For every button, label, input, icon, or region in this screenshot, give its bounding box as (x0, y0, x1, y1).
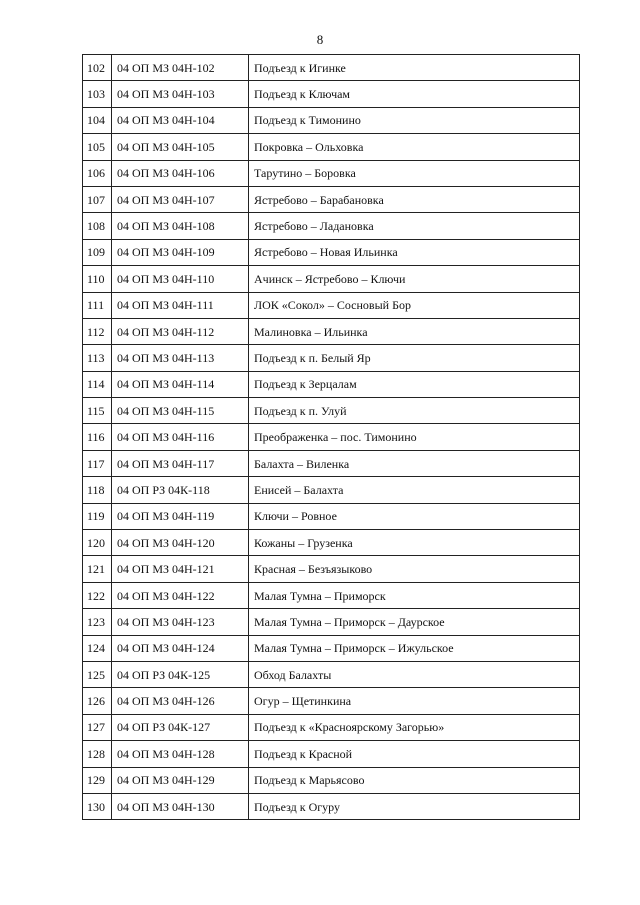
road-code-cell: 04 ОП МЗ 04Н-108 (112, 213, 249, 239)
road-code-cell: 04 ОП МЗ 04Н-103 (112, 81, 249, 107)
road-name-cell: Малая Тумна – Приморск (249, 582, 580, 608)
table-row (83, 688, 580, 714)
road-name-cell: ЛОК «Сокол» – Сосновый Бор (249, 292, 580, 318)
road-name-cell: Ястребово – Барабановка (249, 186, 580, 212)
road-name-cell: Подъезд к Огуру (249, 793, 580, 819)
road-name-cell: Ястребово – Ладановка (249, 213, 580, 239)
row-number-cell: 124 (83, 635, 112, 661)
road-code-cell: 04 ОП РЗ 04К-127 (112, 714, 249, 740)
road-name-cell: Подъезд к Игинке (249, 55, 580, 81)
road-name-cell: Малая Тумна – Приморск – Ижульское (249, 635, 580, 661)
road-name-cell: Обход Балахты (249, 661, 580, 687)
road-name-cell: Ястребово – Новая Ильинка (249, 239, 580, 265)
row-number-cell: 116 (83, 424, 112, 450)
road-name-cell: Подъезд к Ключам (249, 81, 580, 107)
table-row (83, 292, 580, 318)
table-row (83, 503, 580, 529)
row-number-cell: 122 (83, 582, 112, 608)
table-row (83, 556, 580, 582)
road-name-cell: Подъезд к «Красноярскому Загорью» (249, 714, 580, 740)
row-number-cell: 103 (83, 81, 112, 107)
road-code-cell: 04 ОП МЗ 04Н-129 (112, 767, 249, 793)
row-number-cell: 117 (83, 450, 112, 476)
row-number-cell: 128 (83, 741, 112, 767)
row-number-cell: 126 (83, 688, 112, 714)
road-code-cell: 04 ОП МЗ 04Н-106 (112, 160, 249, 186)
page-number: 8 (316, 32, 324, 47)
road-name-cell: Ключи – Ровное (249, 503, 580, 529)
road-code-cell: 04 ОП МЗ 04Н-120 (112, 530, 249, 556)
road-code-cell: 04 ОП МЗ 04Н-114 (112, 371, 249, 397)
roads-table-body (83, 55, 580, 820)
row-number-cell: 118 (83, 477, 112, 503)
road-code-cell: 04 ОП МЗ 04Н-117 (112, 450, 249, 476)
road-code-cell: 04 ОП МЗ 04Н-104 (112, 107, 249, 133)
road-code-cell: 04 ОП МЗ 04Н-111 (112, 292, 249, 318)
table-row (83, 239, 580, 265)
road-name-cell: Подъезд к п. Улуй (249, 398, 580, 424)
table-row (83, 582, 580, 608)
row-number-cell: 104 (83, 107, 112, 133)
road-code-cell: 04 ОП МЗ 04Н-126 (112, 688, 249, 714)
table-row (83, 661, 580, 687)
row-number-cell: 127 (83, 714, 112, 740)
road-name-cell: Ачинск – Ястребово – Ключи (249, 266, 580, 292)
road-code-cell: 04 ОП МЗ 04Н-109 (112, 239, 249, 265)
table-row (83, 450, 580, 476)
road-name-cell: Покровка – Ольховка (249, 134, 580, 160)
table-row (83, 714, 580, 740)
road-code-cell: 04 ОП МЗ 04Н-105 (112, 134, 249, 160)
row-number-cell: 102 (83, 55, 112, 81)
row-number-cell: 129 (83, 767, 112, 793)
road-name-cell: Подъезд к Марьясово (249, 767, 580, 793)
road-code-cell: 04 ОП МЗ 04Н-123 (112, 609, 249, 635)
table-row (83, 134, 580, 160)
road-code-cell: 04 ОП МЗ 04Н-113 (112, 345, 249, 371)
road-name-cell: Балахта – Виленка (249, 450, 580, 476)
table-row (83, 477, 580, 503)
row-number-cell: 121 (83, 556, 112, 582)
road-name-cell: Подъезд к Зерцалам (249, 371, 580, 397)
table-row (83, 530, 580, 556)
row-number-cell: 105 (83, 134, 112, 160)
road-name-cell: Енисей – Балахта (249, 477, 580, 503)
row-number-cell: 112 (83, 318, 112, 344)
road-name-cell: Огур – Щетинкина (249, 688, 580, 714)
row-number-cell: 123 (83, 609, 112, 635)
road-code-cell: 04 ОП РЗ 04К-118 (112, 477, 249, 503)
row-number-cell: 130 (83, 793, 112, 819)
row-number-cell: 107 (83, 186, 112, 212)
table-row (83, 160, 580, 186)
table-row (83, 107, 580, 133)
row-number-cell: 108 (83, 213, 112, 239)
road-code-cell: 04 ОП МЗ 04Н-119 (112, 503, 249, 529)
road-code-cell: 04 ОП МЗ 04Н-110 (112, 266, 249, 292)
road-code-cell: 04 ОП МЗ 04Н-130 (112, 793, 249, 819)
table-row (83, 424, 580, 450)
row-number-cell: 125 (83, 661, 112, 687)
row-number-cell: 111 (83, 292, 112, 318)
road-code-cell: 04 ОП МЗ 04Н-102 (112, 55, 249, 81)
table-row (83, 371, 580, 397)
road-code-cell: 04 ОП РЗ 04К-125 (112, 661, 249, 687)
road-code-cell: 04 ОП МЗ 04Н-124 (112, 635, 249, 661)
table-row (83, 266, 580, 292)
road-name-cell: Подъезд к Тимонино (249, 107, 580, 133)
road-code-cell: 04 ОП МЗ 04Н-112 (112, 318, 249, 344)
road-name-cell: Преображенка – пос. Тимонино (249, 424, 580, 450)
road-name-cell: Подъезд к Красной (249, 741, 580, 767)
table-row (83, 81, 580, 107)
table-row (83, 55, 580, 81)
roads-table (82, 54, 580, 820)
row-number-cell: 120 (83, 530, 112, 556)
table-row (83, 345, 580, 371)
road-code-cell: 04 ОП МЗ 04Н-107 (112, 186, 249, 212)
road-name-cell: Кожаны – Грузенка (249, 530, 580, 556)
road-code-cell: 04 ОП МЗ 04Н-115 (112, 398, 249, 424)
row-number-cell: 119 (83, 503, 112, 529)
row-number-cell: 114 (83, 371, 112, 397)
row-number-cell: 115 (83, 398, 112, 424)
table-row (83, 318, 580, 344)
table-row (83, 609, 580, 635)
table-row (83, 793, 580, 819)
row-number-cell: 113 (83, 345, 112, 371)
table-row (83, 213, 580, 239)
road-name-cell: Подъезд к п. Белый Яр (249, 345, 580, 371)
table-row (83, 398, 580, 424)
table-row (83, 767, 580, 793)
road-code-cell: 04 ОП МЗ 04Н-121 (112, 556, 249, 582)
table-row (83, 741, 580, 767)
road-name-cell: Малиновка – Ильинка (249, 318, 580, 344)
road-name-cell: Малая Тумна – Приморск – Даурское (249, 609, 580, 635)
table-row (83, 186, 580, 212)
row-number-cell: 109 (83, 239, 112, 265)
road-name-cell: Красная – Безъязыково (249, 556, 580, 582)
table-row (83, 635, 580, 661)
row-number-cell: 106 (83, 160, 112, 186)
road-code-cell: 04 ОП МЗ 04Н-116 (112, 424, 249, 450)
road-code-cell: 04 ОП МЗ 04Н-128 (112, 741, 249, 767)
road-code-cell: 04 ОП МЗ 04Н-122 (112, 582, 249, 608)
row-number-cell: 110 (83, 266, 112, 292)
road-name-cell: Тарутино – Боровка (249, 160, 580, 186)
